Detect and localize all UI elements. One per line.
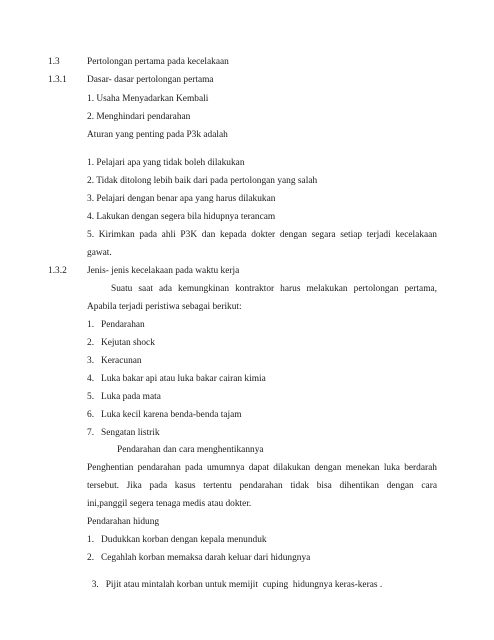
list-text: Keracunan bbox=[101, 356, 142, 366]
list-text: Luka kecil karena benda-benda tajam bbox=[101, 410, 242, 420]
list-item bbox=[87, 375, 266, 384]
list-item: 2. Menghindari pendarahan bbox=[87, 112, 191, 122]
list-item bbox=[87, 393, 161, 402]
paragraph-line: Apabila terjadi peristiwa sebagai berikut: bbox=[87, 302, 242, 312]
rule-item-continuation: gawat. bbox=[87, 248, 112, 258]
list-text: Cegahlah korban memaksa darah keluar dari hidungnya bbox=[101, 553, 311, 563]
section-title: Dasar- dasar pertolongan pertama bbox=[87, 75, 214, 85]
list-text: Pendarahan bbox=[101, 320, 145, 330]
section-title: Jenis- jenis kecelakaan pada waktu kerja bbox=[87, 266, 240, 276]
list-number: 2. bbox=[87, 338, 95, 348]
list-text: Luka bakar api atau luka bakar cairan kimia bbox=[101, 374, 266, 384]
paragraph-line: Suatu saat ada kemungkinan kontraktor harus melakukan pertolongan pertama, bbox=[111, 284, 437, 294]
list-number: 2. bbox=[87, 553, 95, 563]
list-text: Luka pada mata bbox=[101, 392, 161, 402]
rule-item: 1. Pelajari apa yang tidak boleh dilakukan bbox=[87, 158, 245, 168]
list-item bbox=[87, 572, 382, 591]
section-number: 1.3 bbox=[48, 57, 60, 67]
list-text: Kejutan shock bbox=[101, 338, 155, 348]
list-item bbox=[87, 357, 142, 366]
list-text: Pijit atau mintalah korban untuk memijit cuping hidungnya keras-keras . bbox=[105, 580, 383, 591]
section-title: Pertolongan pertama pada kecelakaan bbox=[87, 57, 229, 67]
nose-heading: Pendarahan hidung bbox=[87, 517, 160, 527]
list-number: 3. bbox=[87, 356, 95, 366]
list-number: 5. bbox=[87, 392, 95, 402]
subheading: Pendarahan dan cara menghentikannya bbox=[117, 445, 264, 455]
paragraph-line: ini,panggil segera tenaga medis atau dokter. bbox=[87, 499, 252, 509]
list-number: 6. bbox=[87, 410, 95, 420]
rules-intro: Aturan yang penting pada P3k adalah bbox=[87, 130, 228, 140]
section-number: 1.3.1 bbox=[48, 75, 67, 85]
list-item bbox=[87, 339, 155, 348]
list-number: 1. bbox=[87, 320, 95, 330]
list-number: 7. bbox=[87, 428, 95, 438]
list-item bbox=[87, 536, 267, 545]
list-item bbox=[87, 554, 310, 563]
rule-item: 3. Pelajari dengan benar apa yang harus dilakukan bbox=[87, 194, 276, 204]
rule-item: 5. Kirimkan pada ahli P3K dan kepada dokter dengan segara setiap terjadi kecelakaan bbox=[87, 230, 437, 240]
list-text: Dudukkan korban dengan kepala menunduk bbox=[101, 535, 267, 545]
list-item: 1. Usaha Menyadarkan Kembali bbox=[87, 94, 209, 104]
rule-item: 4. Lakukan dengan segera bila hidupnya terancam bbox=[87, 212, 276, 222]
list-item bbox=[87, 321, 145, 330]
list-item bbox=[87, 411, 242, 420]
list-item bbox=[87, 429, 160, 438]
paragraph-line: tersebut. Jika pada kasus tertentu pendarahan tidak bisa dihentikan dengan cara bbox=[87, 481, 437, 491]
list-number: 1. bbox=[87, 535, 95, 545]
list-text: Sengatan listrik bbox=[101, 428, 160, 438]
rule-item: 2. Tidak ditolong lebih baik dari pada pertolongan yang salah bbox=[87, 176, 318, 186]
paragraph-line: Penghentian pendarahan pada umumnya dapat dilakukan dengan menekan luka berdarah bbox=[87, 463, 437, 473]
list-number: 3. bbox=[91, 580, 99, 591]
list-number: 4. bbox=[87, 374, 95, 384]
section-number: 1.3.2 bbox=[48, 266, 67, 276]
